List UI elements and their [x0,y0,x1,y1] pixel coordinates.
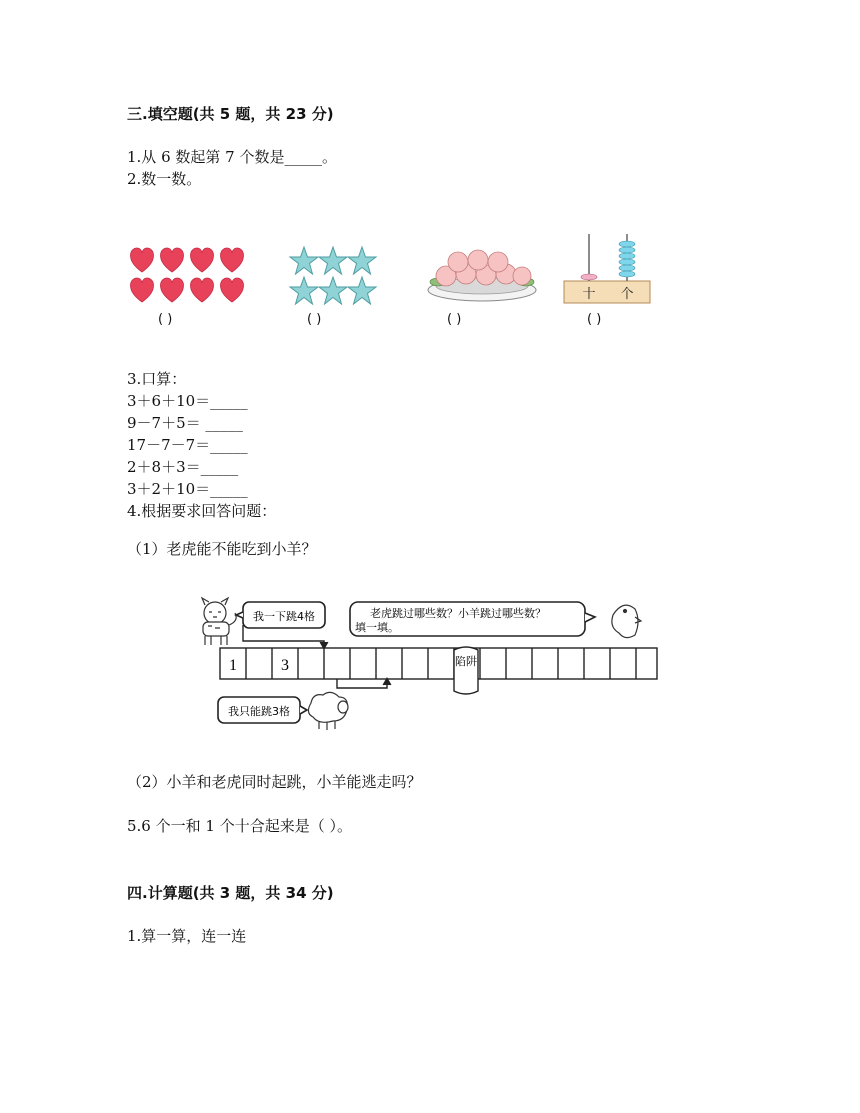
peaches-plate-picture [418,238,546,308]
arithmetic-item: 2＋8＋3＝_____ [127,458,239,476]
trap-marker [454,647,478,694]
answer-parens-peaches: ( ) [447,312,462,327]
sheep-speech-bubble [218,697,307,723]
abacus-tens-label: 十 [582,287,596,302]
arithmetic-item: 3＋2＋10＝_____ [127,480,248,498]
answer-parens-hearts: ( ) [158,312,173,327]
sheep-bubble-text: 我只能跳3格 [228,705,290,718]
arithmetic-item: 9－7＋5＝ _____ [127,414,243,432]
tiger-illustration [202,598,236,645]
question-speech-bubble [350,602,595,636]
question-bubble-line-2: 填一填。 [355,621,399,634]
question-4-sub-1: （1）老虎能不能吃到小羊？ [127,540,317,558]
sheep-illustration [308,692,348,730]
cell-number-3: 3 [281,657,289,674]
question-1: 1.从 6 数起第 7 个数是_____。 [127,148,337,166]
arithmetic-item: 3＋6＋10＝_____ [127,392,248,410]
section-3-title: 三.填空题(共 5 题，共 23 分) [127,105,334,123]
question-bubble-line-1: 老虎跳过哪些数？小羊跳过哪些数？ [370,607,546,620]
abacus-picture [561,232,654,308]
hearts-picture [127,244,249,308]
cell-number-1: 1 [229,657,237,674]
question-3-title: 3.口算： [127,370,187,388]
tiger-bubble-text: 我一下跳4格 [253,610,315,623]
question-4-sub-2: （2）小羊和老虎同时起跳，小羊能逃走吗？ [127,773,422,791]
bird-illustration [612,605,641,637]
answer-parens-abacus: ( ) [587,312,602,327]
section-4-title: 四.计算题(共 3 题，共 34 分) [127,884,334,902]
trap-label: 陷阱 [455,655,477,668]
question-5: 5.6 个一和 1 个十合起来是（ ）。 [127,817,352,835]
section-4-question-1: 1.算一算，连一连 [127,927,247,945]
answer-parens-stars: ( ) [307,312,322,327]
tiger-speech-bubble [236,602,325,628]
tiger-sheep-diagram [195,595,665,740]
question-2: 2.数一数。 [127,170,202,188]
sheep-jump-arrow [337,679,387,688]
stars-picture [288,244,380,308]
question-4-title: 4.根据要求回答问题： [127,502,277,520]
abacus-ones-label: 个 [620,287,634,302]
arithmetic-item: 17－7－7＝_____ [127,436,248,454]
